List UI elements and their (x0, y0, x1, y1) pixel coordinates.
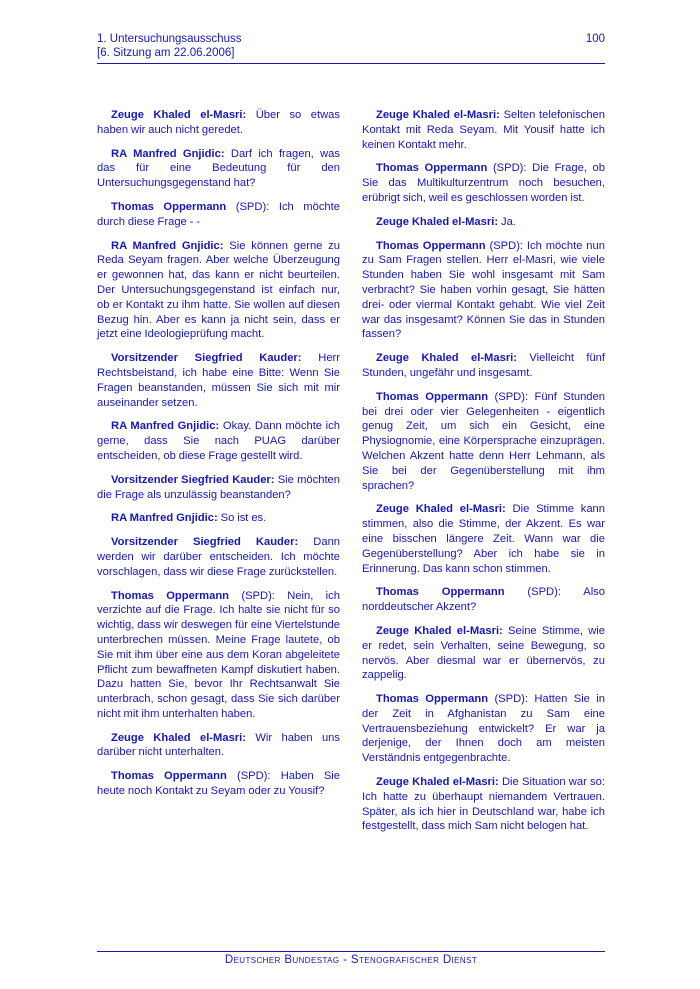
speech-text: So ist es. (217, 512, 267, 525)
speech-paragraph (97, 535, 340, 579)
speech-paragraph (362, 161, 605, 205)
speech-paragraph (362, 215, 605, 230)
speaker-party: (SPD): (487, 162, 527, 175)
speaker-name: Vorsitzender Siegfried Kauder: (111, 536, 299, 549)
speech-text: Okay. Dann möchte ich gerne, dass Sie nach PUAG darüber entscheiden, ob diese Frage gestellt wird. (97, 420, 340, 462)
speech-paragraph (97, 419, 340, 463)
speaker-name: RA Manfred Gnjidic: (111, 512, 218, 525)
speech-text: Fünf Stunden bei drei oder vier Gelegenheiten - eigentlich genug Zeit, um sich ein Gesicht, eine Physiognomie, eine Körpersprache einzuprägen. Welchen Akzent hatte denn Herr Lehmann, als Sie bei der Gegenüberstellung mit ihm sprachen? (362, 390, 605, 492)
speech-paragraph (362, 351, 605, 381)
speech-text: Nein, ich verzichte auf die Frage. Ich halte sie nicht für so wichtig, dass wir deswegen für eine Viertelstunde unterbrechen müssen. Meine Frage lautete, ob Sie mit ihm über eine aus dem Koran abgeleitete Pflicht zum bewaffneten Kampf diskutiert haben. Dazu hatten Sie, bevor Ihr Rechtsanwalt Sie unterbrach, schon gesagt, dass Sie sich darüber nicht mit ihm unterhalten haben. (97, 589, 340, 720)
header-session-line: [6. Sitzung am 22.06.2006] (97, 46, 235, 59)
speaker-party: (SPD): (485, 239, 524, 252)
speech-paragraph (97, 589, 340, 722)
speech-paragraph (97, 731, 340, 761)
speaker-name: Zeuge Khaled el-Masri: (376, 624, 503, 637)
speech-text: Also norddeutscher Akzent? (362, 586, 605, 614)
page-footer (97, 951, 605, 966)
speech-text: Haben Sie heute noch Kontakt zu Seyam oder zu Yousif? (97, 770, 340, 798)
speaker-name: Vorsitzender Siegfried Kauder: (111, 352, 302, 365)
speech-text: Wir haben uns darüber nicht unterhalten. (97, 731, 340, 759)
speech-paragraph (362, 239, 605, 343)
speech-paragraph (362, 108, 605, 152)
speech-text: Selten telefonischen Kontakt mit Reda Seyam. Mit Yousif hatte ich keinen Kontakt mehr. (362, 109, 605, 151)
speaker-name: Vorsitzender Siegfried Kauder: (111, 473, 275, 486)
speech-text: Über so etwas haben wir auch nicht geredet. (97, 109, 340, 136)
speaker-name: Thomas Oppermann (376, 390, 489, 403)
speaker-party: (SPD): (226, 770, 271, 783)
speaker-party: (SPD): (488, 390, 529, 403)
speaker-name: Zeuge Khaled el-Masri: (111, 731, 246, 744)
footer-rule (97, 951, 605, 952)
speaker-party: (SPD): (504, 586, 561, 599)
speech-text: Die Frage, ob Sie das Multikulturzentrum noch besuchen, erübrigt sich, weil es geschlossen worden ist. (362, 162, 605, 204)
header-committee-line: 1. Untersuchungsausschuss (97, 33, 242, 45)
speaker-party: (SPD): (488, 693, 529, 706)
speech-text: Sie können gerne zu Reda Seyam fragen. Aber welche Überzeugung er gewonnen hat, das kann er nicht beurteilen. Der Untersuchungsgegenstand ist einfach nur, ob er Kontakt zu ihm hatte. Sie wollen auf diesen Bezug hin. Aber es kann ja nicht sein, dass er jetzt eine Ideologieprüfung macht. (97, 239, 340, 341)
header-title-block (97, 33, 241, 60)
speaker-name: Thomas Oppermann (376, 239, 486, 252)
speech-text: Die Stimme kann stimmen, also die Stimme, der Akzent. Es war eine bisschen längere Zeit. Wann war die Gegenüberstellung? Aber ich habe sie in Erinnerung. Das kann schon stimmen. (362, 503, 605, 575)
right-column (362, 108, 605, 843)
footer-text: Deutscher Bundestag - Stenografischer Dienst (224, 954, 478, 966)
transcript-body (97, 108, 605, 843)
left-column (97, 108, 340, 843)
speech-text: Ich möchte durch diese Frage - - (97, 200, 340, 228)
speech-text: Ja. (498, 215, 516, 228)
speech-paragraph (362, 775, 605, 834)
speech-text: Darf ich fragen, was das für eine Bedeutung für den Untersuchungsgegenstand hat? (97, 147, 340, 190)
speech-paragraph (362, 624, 605, 683)
speaker-name: Thomas Oppermann (376, 693, 489, 706)
speaker-name: Thomas Oppermann (376, 586, 505, 599)
speaker-name: Thomas Oppermann (111, 200, 227, 213)
speaker-name: Thomas Oppermann (376, 162, 488, 175)
speech-paragraph (362, 502, 605, 576)
speech-paragraph (97, 200, 340, 230)
speech-text: Sie möchten die Frage als unzulässig beanstanden? (97, 473, 340, 501)
speech-text: Ich möchte nun zu Sam Fragen stellen. Herr el-Masri, wie viele Stunden haben Sie wohl insgesamt mit Sam verbracht? Sie haben vorhin gesagt, Sie hätten drei- oder viermal Kontakt gehabt. Wie viel Zeit war das insgesamt? Können Sie das in Stunden fassen? (362, 239, 605, 341)
speaker-party: (SPD): (229, 589, 275, 602)
speech-paragraph (97, 239, 340, 343)
speech-text: Dann werden wir darüber entscheiden. Ich möchte vorschlagen, dass wir diese Frage zurückstellen. (97, 536, 341, 578)
speaker-name: Zeuge Khaled el-Masri: (376, 776, 499, 789)
speaker-name: Zeuge Khaled el-Masri: (376, 503, 506, 516)
speech-paragraph (97, 769, 340, 799)
page-header (97, 33, 605, 60)
speech-text: Seine Stimme, wie er redet, sein Verhalten, seine Bewegung, so nervös. Aber diesmal war er übernervös, zu zappelig. (362, 624, 605, 682)
speech-paragraph (97, 473, 340, 503)
speech-paragraph (97, 511, 340, 526)
speech-text: Vielleicht fünf Stunden, ungefähr und insgesamt. (362, 352, 605, 379)
speech-paragraph (97, 147, 340, 191)
speaker-name: Thomas Oppermann (111, 589, 230, 602)
speaker-name: Zeuge Khaled el-Masri: (376, 215, 499, 228)
speech-text: Herr Rechtsbeistand, ich habe eine Bitte: Wenn Sie Fragen beanstanden, müssen Sie sich mit mir auseinander setzen. (97, 352, 340, 409)
speaker-party: (SPD): (226, 200, 270, 213)
speaker-name: RA Manfred Gnjidic: (111, 420, 220, 433)
speech-text: Die Situation war so: Ich hatte zu überhaupt niemandem Vertrauen. Später, als ich hier in Deutschland war, habe ich festgestellt, dass mich Sam nicht belogen hat. (362, 776, 605, 833)
speaker-name: RA Manfred Gnjidic: (111, 239, 224, 252)
speaker-name: Zeuge Khaled el-Masri: (376, 109, 500, 121)
speaker-name: Thomas Oppermann (111, 770, 227, 783)
speaker-name: RA Manfred Gnjidic: (111, 147, 225, 160)
speech-paragraph (362, 692, 605, 766)
speech-text: Hatten Sie in der Zeit in Afghanistan zu Sam eine Vertrauensbeziehung entwickelt? Er war ja derjenige, der Ihnen doch am meisten Verständnis entgegenbrachte. (362, 693, 605, 765)
speaker-name: Zeuge Khaled el-Masri: (376, 352, 518, 365)
header-rule (97, 63, 605, 64)
speaker-name: Zeuge Khaled el-Masri: (111, 109, 247, 121)
speech-paragraph (362, 390, 605, 494)
speech-paragraph (97, 351, 340, 410)
speech-paragraph (97, 108, 340, 138)
speech-paragraph (362, 585, 605, 615)
page-number: 100 (585, 33, 605, 45)
